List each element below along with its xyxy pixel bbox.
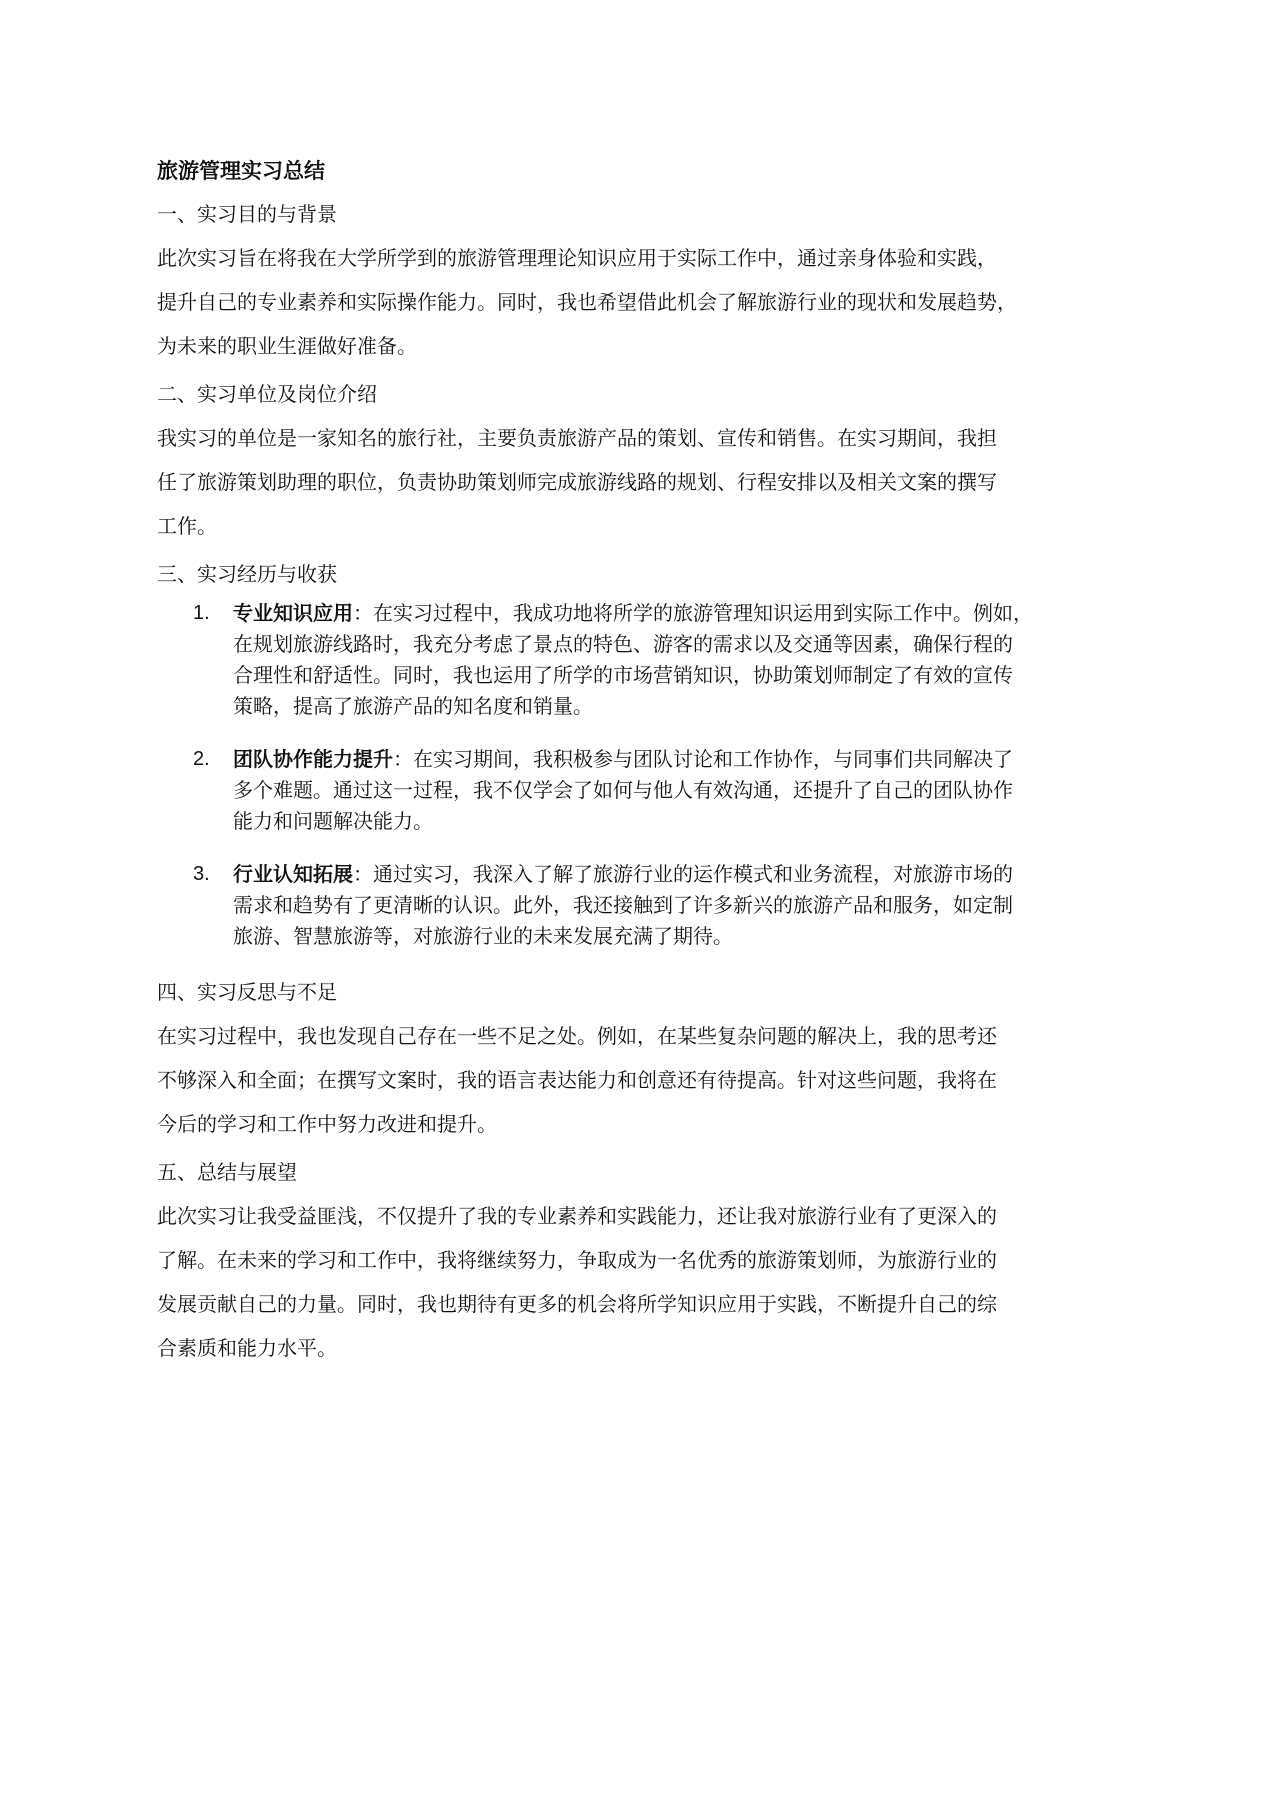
paragraph-line: 工作。 xyxy=(157,514,217,538)
list-text: ：在实习过程中，我成功地将所学的旅游管理知识运用到实际工作中。例如， xyxy=(353,601,1033,625)
list-line: 旅游、智慧旅游等，对旅游行业的未来发展充满了期待。 xyxy=(233,924,733,948)
list-line: 在规划旅游线路时，我充分考虑了景点的特色、游客的需求以及交通等因素，确保行程的 xyxy=(233,632,1013,656)
list-text: ：在实习期间，我积极参与团队讨论和工作协作，与同事们共同解决了 xyxy=(393,747,1013,771)
paragraph-purpose xyxy=(157,236,1137,368)
list-text: ：通过实习，我深入了解了旅游行业的运作模式和业务流程，对旅游市场的 xyxy=(353,862,1013,886)
section-heading-experience: 三、实习经历与收获 xyxy=(157,562,337,586)
list-line: 能力和问题解决能力。 xyxy=(233,809,433,833)
list-number: 2. xyxy=(193,748,210,770)
paragraph-line: 此次实习让我受益匪浅，不仅提升了我的专业素养和实践能力，还让我对旅游行业有了更深入的 xyxy=(157,1204,997,1228)
paragraph-unit xyxy=(157,416,1137,548)
section-heading-summary: 五、总结与展望 xyxy=(157,1160,297,1184)
list-line: 多个难题。通过这一过程，我不仅学会了如何与他人有效沟通，还提升了自己的团队协作 xyxy=(233,778,1013,802)
paragraph-line: 不够深入和全面；在撰写文案时，我的语言表达能力和创意还有待提高。针对这些问题，我将在 xyxy=(157,1068,997,1092)
list-term: 专业知识应用 xyxy=(233,601,353,625)
paragraph-summary xyxy=(157,1194,1137,1370)
list-term: 行业认知拓展 xyxy=(233,862,353,886)
paragraph-line: 提升自己的专业素养和实际操作能力。同时，我也希望借此机会了解旅游行业的现状和发展趋势， xyxy=(157,290,1017,314)
document-page xyxy=(157,152,1137,1378)
paragraph-line: 合素质和能力水平。 xyxy=(157,1336,337,1360)
paragraph-line: 任了旅游策划助理的职位，负责协助策划师完成旅游线路的规划、行程安排以及相关文案的撰写 xyxy=(157,470,997,494)
list-line xyxy=(233,744,1137,775)
list-line: 合理性和舒适性。同时，我也运用了所学的市场营销知识，协助策划师制定了有效的宣传 xyxy=(233,663,1013,687)
list-line: 策略，提高了旅游产品的知名度和销量。 xyxy=(233,694,593,718)
paragraph-line: 为未来的职业生涯做好准备。 xyxy=(157,334,417,358)
list-line: 需求和趋势有了更清晰的认识。此外，我还接触到了许多新兴的旅游产品和服务，如定制 xyxy=(233,893,1013,917)
paragraph-line: 我实习的单位是一家知名的旅行社，主要负责旅游产品的策划、宣传和销售。在实习期间，我担 xyxy=(157,426,997,450)
section-heading-unit: 二、实习单位及岗位介绍 xyxy=(157,382,377,406)
section-heading-purpose: 一、实习目的与背景 xyxy=(157,202,337,226)
list-number: 3. xyxy=(193,863,210,885)
paragraph-line: 此次实习旨在将我在大学所学到的旅游管理理论知识应用于实际工作中，通过亲身体验和实践， xyxy=(157,246,997,270)
paragraph-line: 了解。在未来的学习和工作中，我将继续努力，争取成为一名优秀的旅游策划师，为旅游行业的 xyxy=(157,1248,997,1272)
paragraph-line: 在实习过程中，我也发现自己存在一些不足之处。例如，在某些复杂问题的解决上，我的思考还 xyxy=(157,1024,997,1048)
list-line xyxy=(233,598,1137,629)
list-line xyxy=(233,859,1137,890)
experience-list xyxy=(157,598,1137,952)
list-item xyxy=(157,744,1137,837)
paragraph-reflection xyxy=(157,1014,1137,1146)
paragraph-line: 发展贡献自己的力量。同时，我也期待有更多的机会将所学知识应用于实践，不断提升自己的综 xyxy=(157,1292,997,1316)
paragraph-line: 今后的学习和工作中努力改进和提升。 xyxy=(157,1112,497,1136)
list-item xyxy=(157,859,1137,952)
list-term: 团队协作能力提升 xyxy=(233,747,393,771)
section-heading-reflection: 四、实习反思与不足 xyxy=(157,980,337,1004)
list-number: 1. xyxy=(193,602,210,624)
list-item xyxy=(157,598,1137,722)
document-title: 旅游管理实习总结 xyxy=(157,159,325,183)
